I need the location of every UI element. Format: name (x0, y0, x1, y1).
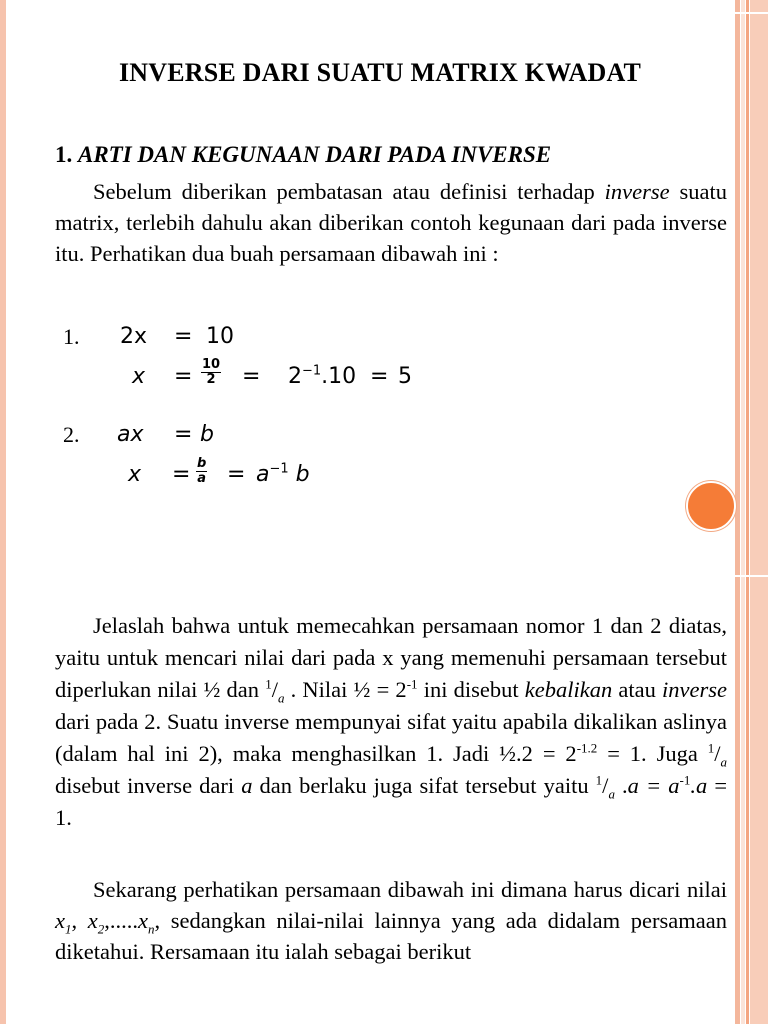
paragraph-intro: Sebelum diberikan pembatasan atau definisi terhadap inverse suatu matrix, terlebih dahulu akan diberikan contoh kegunaan dari pada inverse itu. Perhatikan dua buah persamaan dibawah ini : (55, 179, 727, 266)
paragraph-explanation: Jelaslah bahwa untuk memecahkan persamaan nomor 1 dan 2 diatas, yaitu untuk mencari nilai dari pada x yang memenuhi persamaan tersebut diperlukan nilai ½ dan $^1/_a$ . Nilai ½ = $2^{-1}$ ini disebut kebalikan atau inverse dari pada 2. Suatu inverse mempunyai sifat yaitu apabila dikalikan aslinya (dalam hal ini 2), maka menghasilkan 1. Jadi ½.2 = $2^{-1.2} = 1$. Juga $^1/_a$ disebut inverse dari a dan berlaku juga sifat tersebut yaitu $^1/_a$ $.a = a^{-1}.a = 1$. (55, 613, 728, 830)
section-heading (55, 142, 551, 168)
page-title: INVERSE DARI SUATU MATRIX KWADAT (118, 58, 642, 87)
section-number: 1. (55, 142, 73, 167)
section-title: ARTI DAN KEGUNAAN DARI PADA INVERSE (78, 142, 552, 167)
left-border-stripe (0, 0, 6, 1024)
right-border-stripes (735, 0, 768, 1024)
fraction-10-over-2: $\frac{10}{2}$ (202, 357, 221, 387)
fraction-b-over-a: $\frac{b}{a}$ (197, 456, 207, 486)
paragraph-next: Sekarang perhatikan persamaan dibawah ini dimana harus dicari nilai $x_1$, $x_2,.....x_n$, sedangkan nilai-nilai lainnya yang ada didalam persamaan diketahui. Rersamaan itu ialah sebagai berikut (55, 877, 727, 964)
decorative-circle (686, 481, 736, 531)
